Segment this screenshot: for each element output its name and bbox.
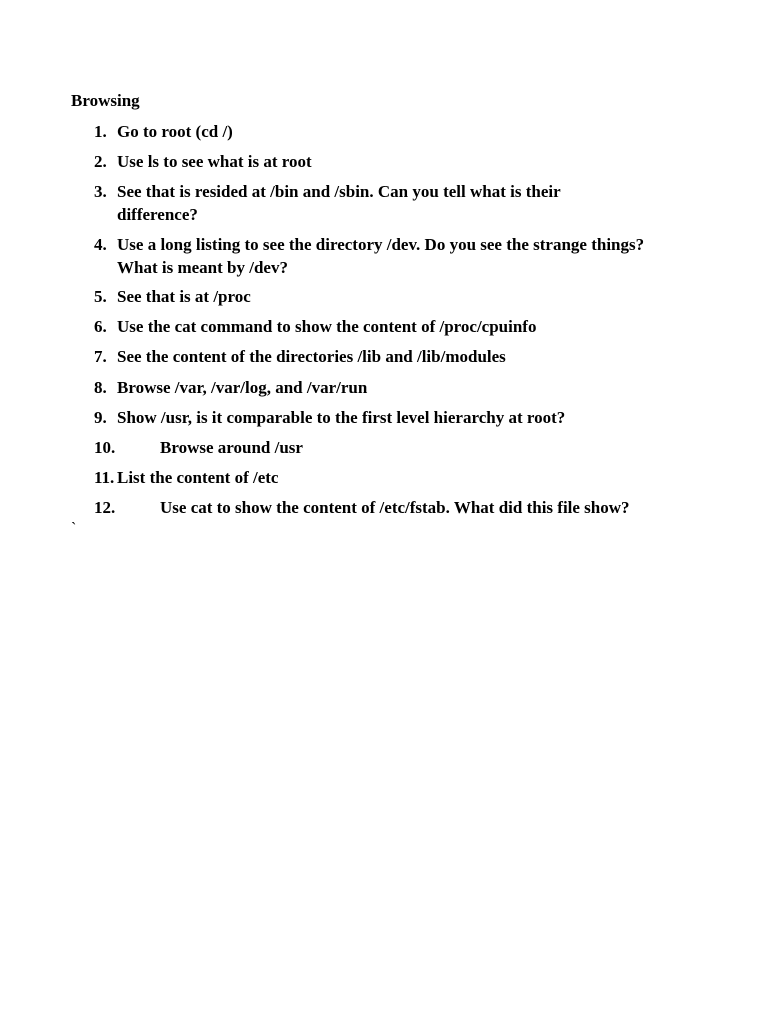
list-item-text: Show /usr, is it comparable to the first level hierarchy at root? [117, 408, 566, 427]
list-item-number: 1. [94, 122, 107, 141]
list-item-text: See the content of the directories /lib and /lib/modules [117, 347, 506, 366]
list-item-number: 12. [94, 498, 116, 517]
list-item-text: List the content of /etc [117, 468, 279, 487]
list-item-number: 10. [94, 438, 116, 457]
list-item-number: 8. [94, 378, 107, 397]
list-item-text: See that is resided at /bin and /sbin. Can you tell what is their difference? [117, 182, 561, 224]
list-item-number: 3. [94, 182, 107, 201]
section-heading: Browsing [71, 91, 140, 110]
list-item-number: 6. [94, 317, 107, 336]
list-item-text: See that is at /proc [117, 287, 251, 306]
list-item-text: Use cat to show the content of /etc/fstab. What did this file show? [160, 498, 630, 517]
stray-backtick: ` [71, 520, 77, 537]
list-item-number: 11. [94, 468, 115, 487]
list-item-text: Use the cat command to show the content of /proc/cpuinfo [117, 317, 537, 336]
list-item-number: 9. [94, 408, 107, 427]
list-item-text: Go to root (cd /) [117, 122, 233, 141]
list-item-text: Use a long listing to see the directory /dev. Do you see the strange things? What is meant by /dev? [117, 235, 645, 277]
list-item-number: 4. [94, 235, 107, 254]
list-item-number: 2. [94, 152, 107, 171]
list-item-number: 5. [94, 287, 107, 306]
list-item-number: 7. [94, 347, 107, 366]
list-item-text: Browse /var, /var/log, and /var/run [117, 378, 368, 397]
list-item-text: Use ls to see what is at root [117, 152, 312, 171]
list-item-text: Browse around /usr [160, 438, 303, 457]
